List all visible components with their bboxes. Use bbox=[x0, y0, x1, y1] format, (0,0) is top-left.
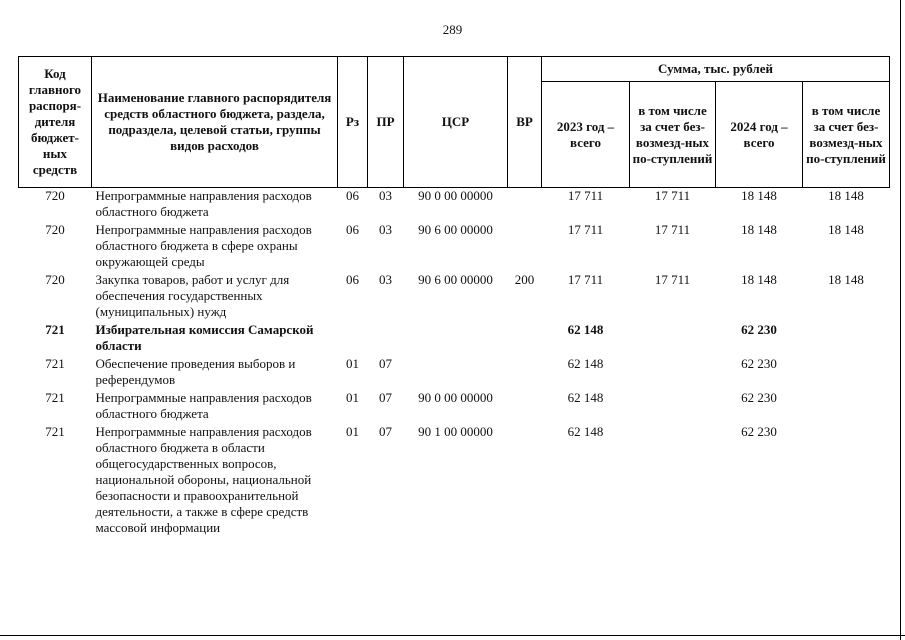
row-2023-incl: 17 711 bbox=[654, 188, 691, 203]
row-code: 720 bbox=[45, 188, 65, 203]
header-csr: ЦСР bbox=[404, 57, 508, 188]
header-rz: Рз bbox=[338, 57, 368, 188]
row-pr: 03 bbox=[379, 272, 392, 287]
row-rz: 01 bbox=[346, 390, 359, 405]
row-vr bbox=[508, 320, 542, 354]
table-row bbox=[19, 354, 890, 388]
row-csr bbox=[404, 320, 508, 354]
row-pr: 03 bbox=[379, 188, 392, 203]
header-2023-total: 2023 год – всего bbox=[542, 82, 630, 188]
row-rz: 06 bbox=[346, 188, 359, 203]
row-pr: 07 bbox=[379, 390, 392, 405]
budget-table bbox=[18, 56, 890, 536]
row-name: Непрограммные направления расходов областного бюджета bbox=[95, 188, 312, 219]
header-name: Наименование главного распорядителя средств областного бюджета, раздела, подраздела, целевой статьи, группы видов расходов bbox=[92, 57, 338, 188]
row-vr bbox=[508, 188, 542, 221]
row-2023-incl: 17 711 bbox=[654, 272, 691, 287]
row-2023-total: 17 711 bbox=[567, 222, 604, 237]
row-2023-incl: 17 711 bbox=[654, 222, 691, 237]
header-2023-incl: в том числе за счет без-возмезд-ных по-ступлений bbox=[630, 82, 716, 188]
row-2024-total: 18 148 bbox=[741, 222, 777, 237]
row-2023-incl bbox=[630, 422, 716, 536]
row-name: Непрограммные направления расходов областного бюджета в сфере охраны окружающей среды bbox=[95, 222, 312, 269]
row-csr: 90 0 00 00000 bbox=[418, 188, 493, 203]
header-2024-total: 2024 год – всего bbox=[716, 82, 803, 188]
row-2024-total: 62 230 bbox=[741, 390, 777, 405]
row-2024-incl bbox=[803, 354, 890, 388]
row-2024-incl: 18 148 bbox=[828, 222, 864, 237]
row-csr: 90 6 00 00000 bbox=[418, 272, 493, 287]
row-code: 721 bbox=[45, 322, 65, 337]
table-row bbox=[19, 388, 890, 422]
row-rz: 06 bbox=[346, 272, 359, 287]
row-code: 721 bbox=[45, 390, 65, 405]
row-rz: 01 bbox=[346, 424, 359, 439]
table-row bbox=[19, 320, 890, 354]
page-number: 289 bbox=[442, 22, 463, 37]
row-name: Закупка товаров, работ и услуг для обеспечения государственных (муниципальных) нужд bbox=[95, 272, 290, 319]
row-name: Избирательная комиссия Самарской области bbox=[95, 322, 314, 353]
row-vr bbox=[508, 220, 542, 270]
row-2023-total: 17 711 bbox=[567, 272, 604, 287]
row-code: 720 bbox=[45, 222, 65, 237]
row-csr bbox=[404, 354, 508, 388]
table-row bbox=[19, 188, 890, 221]
row-rz: 06 bbox=[346, 222, 359, 237]
row-rz bbox=[338, 320, 368, 354]
table-row bbox=[19, 270, 890, 320]
row-pr: 07 bbox=[379, 356, 392, 371]
row-pr bbox=[368, 320, 404, 354]
row-2023-total: 62 148 bbox=[567, 424, 604, 439]
row-2023-total: 62 148 bbox=[567, 390, 604, 405]
row-pr: 07 bbox=[379, 424, 392, 439]
row-2024-incl bbox=[803, 388, 890, 422]
row-name: Непрограммные направления расходов областного бюджета bbox=[95, 390, 312, 421]
table-body bbox=[19, 188, 890, 537]
row-vr: 200 bbox=[514, 272, 535, 287]
row-name: Обеспечение проведения выборов и референдумов bbox=[95, 356, 296, 387]
page-bottom-border bbox=[0, 635, 905, 636]
row-pr: 03 bbox=[379, 222, 392, 237]
row-rz: 01 bbox=[346, 356, 359, 371]
row-2024-incl bbox=[803, 320, 890, 354]
row-2024-total: 62 230 bbox=[741, 322, 777, 337]
row-csr: 90 0 00 00000 bbox=[418, 390, 493, 405]
row-2024-total: 18 148 bbox=[741, 272, 777, 287]
row-csr: 90 1 00 00000 bbox=[418, 424, 493, 439]
row-2023-incl bbox=[630, 354, 716, 388]
header-2024-incl: в том числе за счет без-возмезд-ных по-ступлений bbox=[803, 82, 890, 188]
row-csr: 90 6 00 00000 bbox=[418, 222, 493, 237]
row-vr bbox=[508, 388, 542, 422]
row-2024-incl: 18 148 bbox=[828, 272, 864, 287]
row-name: Непрограммные направления расходов областного бюджета в области общегосударственных вопросов, национальной обороны, национальной безопасности и правоохранительной деятельности, а также в сфере средств массовой информации bbox=[95, 424, 312, 535]
row-2024-incl bbox=[803, 422, 890, 536]
row-code: 721 bbox=[45, 356, 65, 371]
row-2024-incl: 18 148 bbox=[828, 188, 864, 203]
row-2024-total: 18 148 bbox=[741, 188, 777, 203]
header-code: Код главного распоря-дителя бюджет-ных средств bbox=[19, 57, 92, 188]
header-pr: ПР bbox=[368, 57, 404, 188]
row-2023-incl bbox=[630, 320, 716, 354]
row-2023-total: 17 711 bbox=[567, 188, 604, 203]
page-right-border bbox=[900, 0, 901, 640]
row-vr bbox=[508, 354, 542, 388]
row-2024-total: 62 230 bbox=[741, 424, 777, 439]
header-vr: ВР bbox=[508, 57, 542, 188]
row-2023-incl bbox=[630, 388, 716, 422]
row-2024-total: 62 230 bbox=[741, 356, 777, 371]
table-header bbox=[19, 57, 890, 188]
table-row bbox=[19, 220, 890, 270]
header-sum: Сумма, тыс. рублей bbox=[542, 57, 890, 82]
row-code: 721 bbox=[45, 424, 65, 439]
table-row bbox=[19, 422, 890, 536]
row-code: 720 bbox=[45, 272, 65, 287]
row-vr bbox=[508, 422, 542, 536]
row-2023-total: 62 148 bbox=[567, 356, 604, 371]
row-2023-total: 62 148 bbox=[567, 322, 604, 337]
